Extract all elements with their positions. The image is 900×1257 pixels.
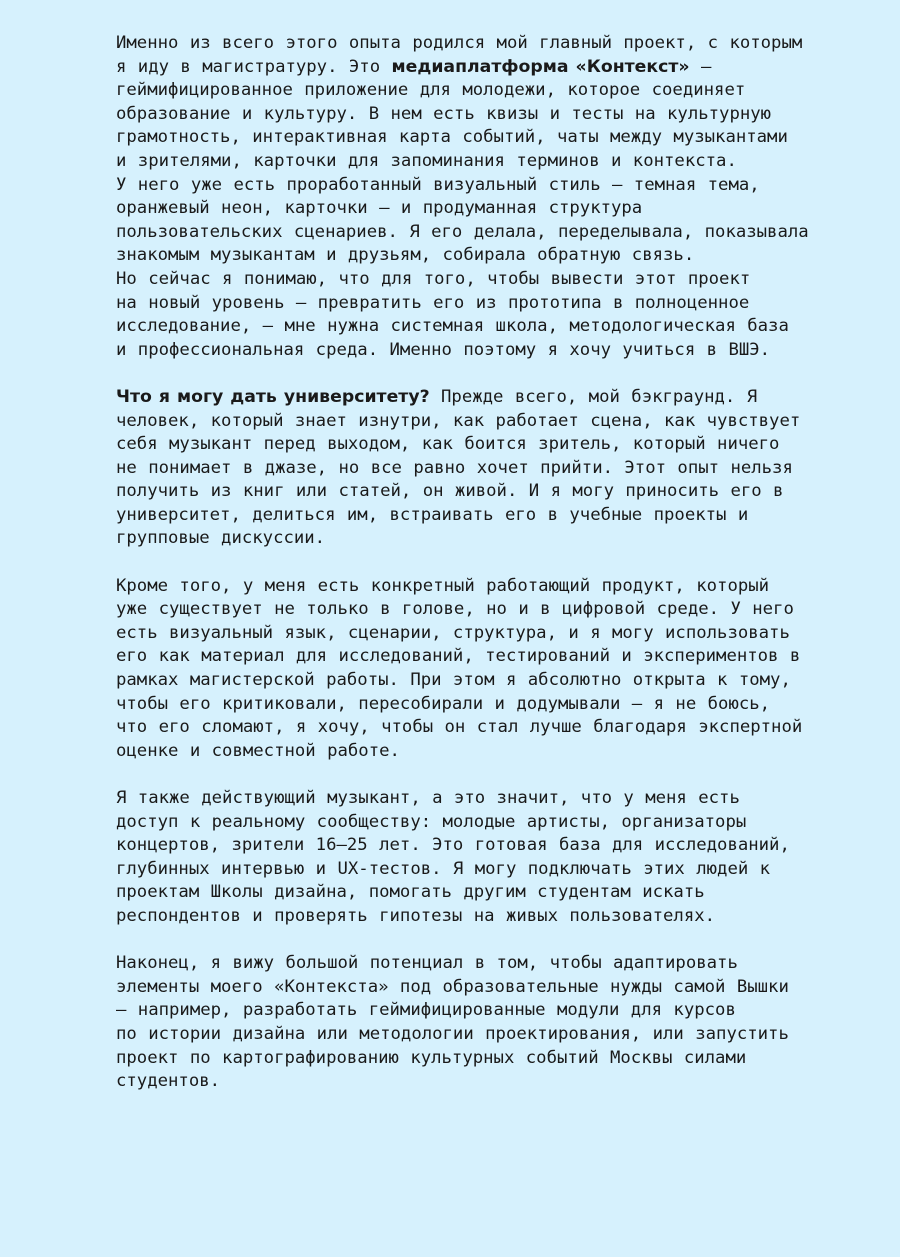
paragraph-contribution — [116, 386, 810, 551]
paragraph-text: – геймифицированное приложение для молодежи, которое соединяет образование и культуру. В нем есть квизы и тесты на культурную грамотность, интерактивная карта событий, чаты между музыкантами и зрителями, карточки для запоминания терминов и контекста. У него уже есть проработанный визуальный стиль – темная тема, оранжевый неон, карточки – и продуманная структура пользовательских сценариев. Я его делала, переделывала, показывала знакомым музыкантам и друзьям, собирала обратную связь. Но сейчас я понимаю, что для того, чтобы вывести этот проект на новый уровень – превратить его из прототипа в полноценное исследование, – мне нужна системная школа, методологическая база и профессиональная среда. Именно поэтому я хочу учиться в ВШЭ. — [116, 56, 809, 360]
paragraph-text: Именно из всего этого опыта родился мой главный проект, с которым я иду в магистратуру. Это — [116, 33, 803, 77]
paragraph-mediaplatform — [116, 32, 810, 362]
paragraph-musician — [116, 787, 810, 929]
question-heading-bold: Что я могу дать университету? — [116, 386, 430, 407]
project-name-bold: медиаплатформа «Контекст» — [391, 56, 690, 77]
paragraph-text: Прежде всего, мой бэкграунд. Я человек, который знает изнутри, как работает сцена, как чувствует себя музыкант перед выходом, как боится зритель, который ничего не понимает в джазе, но все равно хочет прийти. Этот опыт нельзя получить из книг или статей, он живой. И я могу приносить его в университет, делиться им, встраивать его в учебные проекты и групповые дискуссии. — [116, 386, 801, 549]
paragraph-text: Кроме того, у меня есть конкретный работающий продукт, который уже существует не только в голове, но и в цифровой среде. У него есть визуальный язык, сценарии, структура, и я могу использовать его как материал для исследований, тестирований и экспериментов в рамках магистерской работы. При этом я абсолютно открыта к тому, чтобы его критиковали, пересобирали и додумывали – я не боюсь, что его сломают, я хочу, чтобы он стал лучше благодаря экспертной оценке и совместной работе. — [116, 575, 803, 761]
paragraph-text: Наконец, я вижу большой потенциал в том, чтобы адаптировать элементы моего «Контекста» под образовательные нужды самой Вышки – например, разработать геймифицированные модули для курсов по истории дизайна или методологии проектирования, или запустить проект по картографированию культурных событий Москвы силами студентов. — [116, 953, 789, 1092]
paragraph-product — [116, 575, 810, 764]
paragraph-potential — [116, 952, 810, 1094]
paragraph-text: Я также действующий музыкант, а это значит, что у меня есть доступ к реальному сообществу: молодые артисты, организаторы концертов, зрители 16–25 лет. Это готовая база для исследований, глубинных интервью и UX-тестов. Я могу подключать этих людей к проектам Школы дизайна, помогать другим студентам искать респондентов и проверять гипотезы на живых пользователях. — [116, 788, 790, 926]
